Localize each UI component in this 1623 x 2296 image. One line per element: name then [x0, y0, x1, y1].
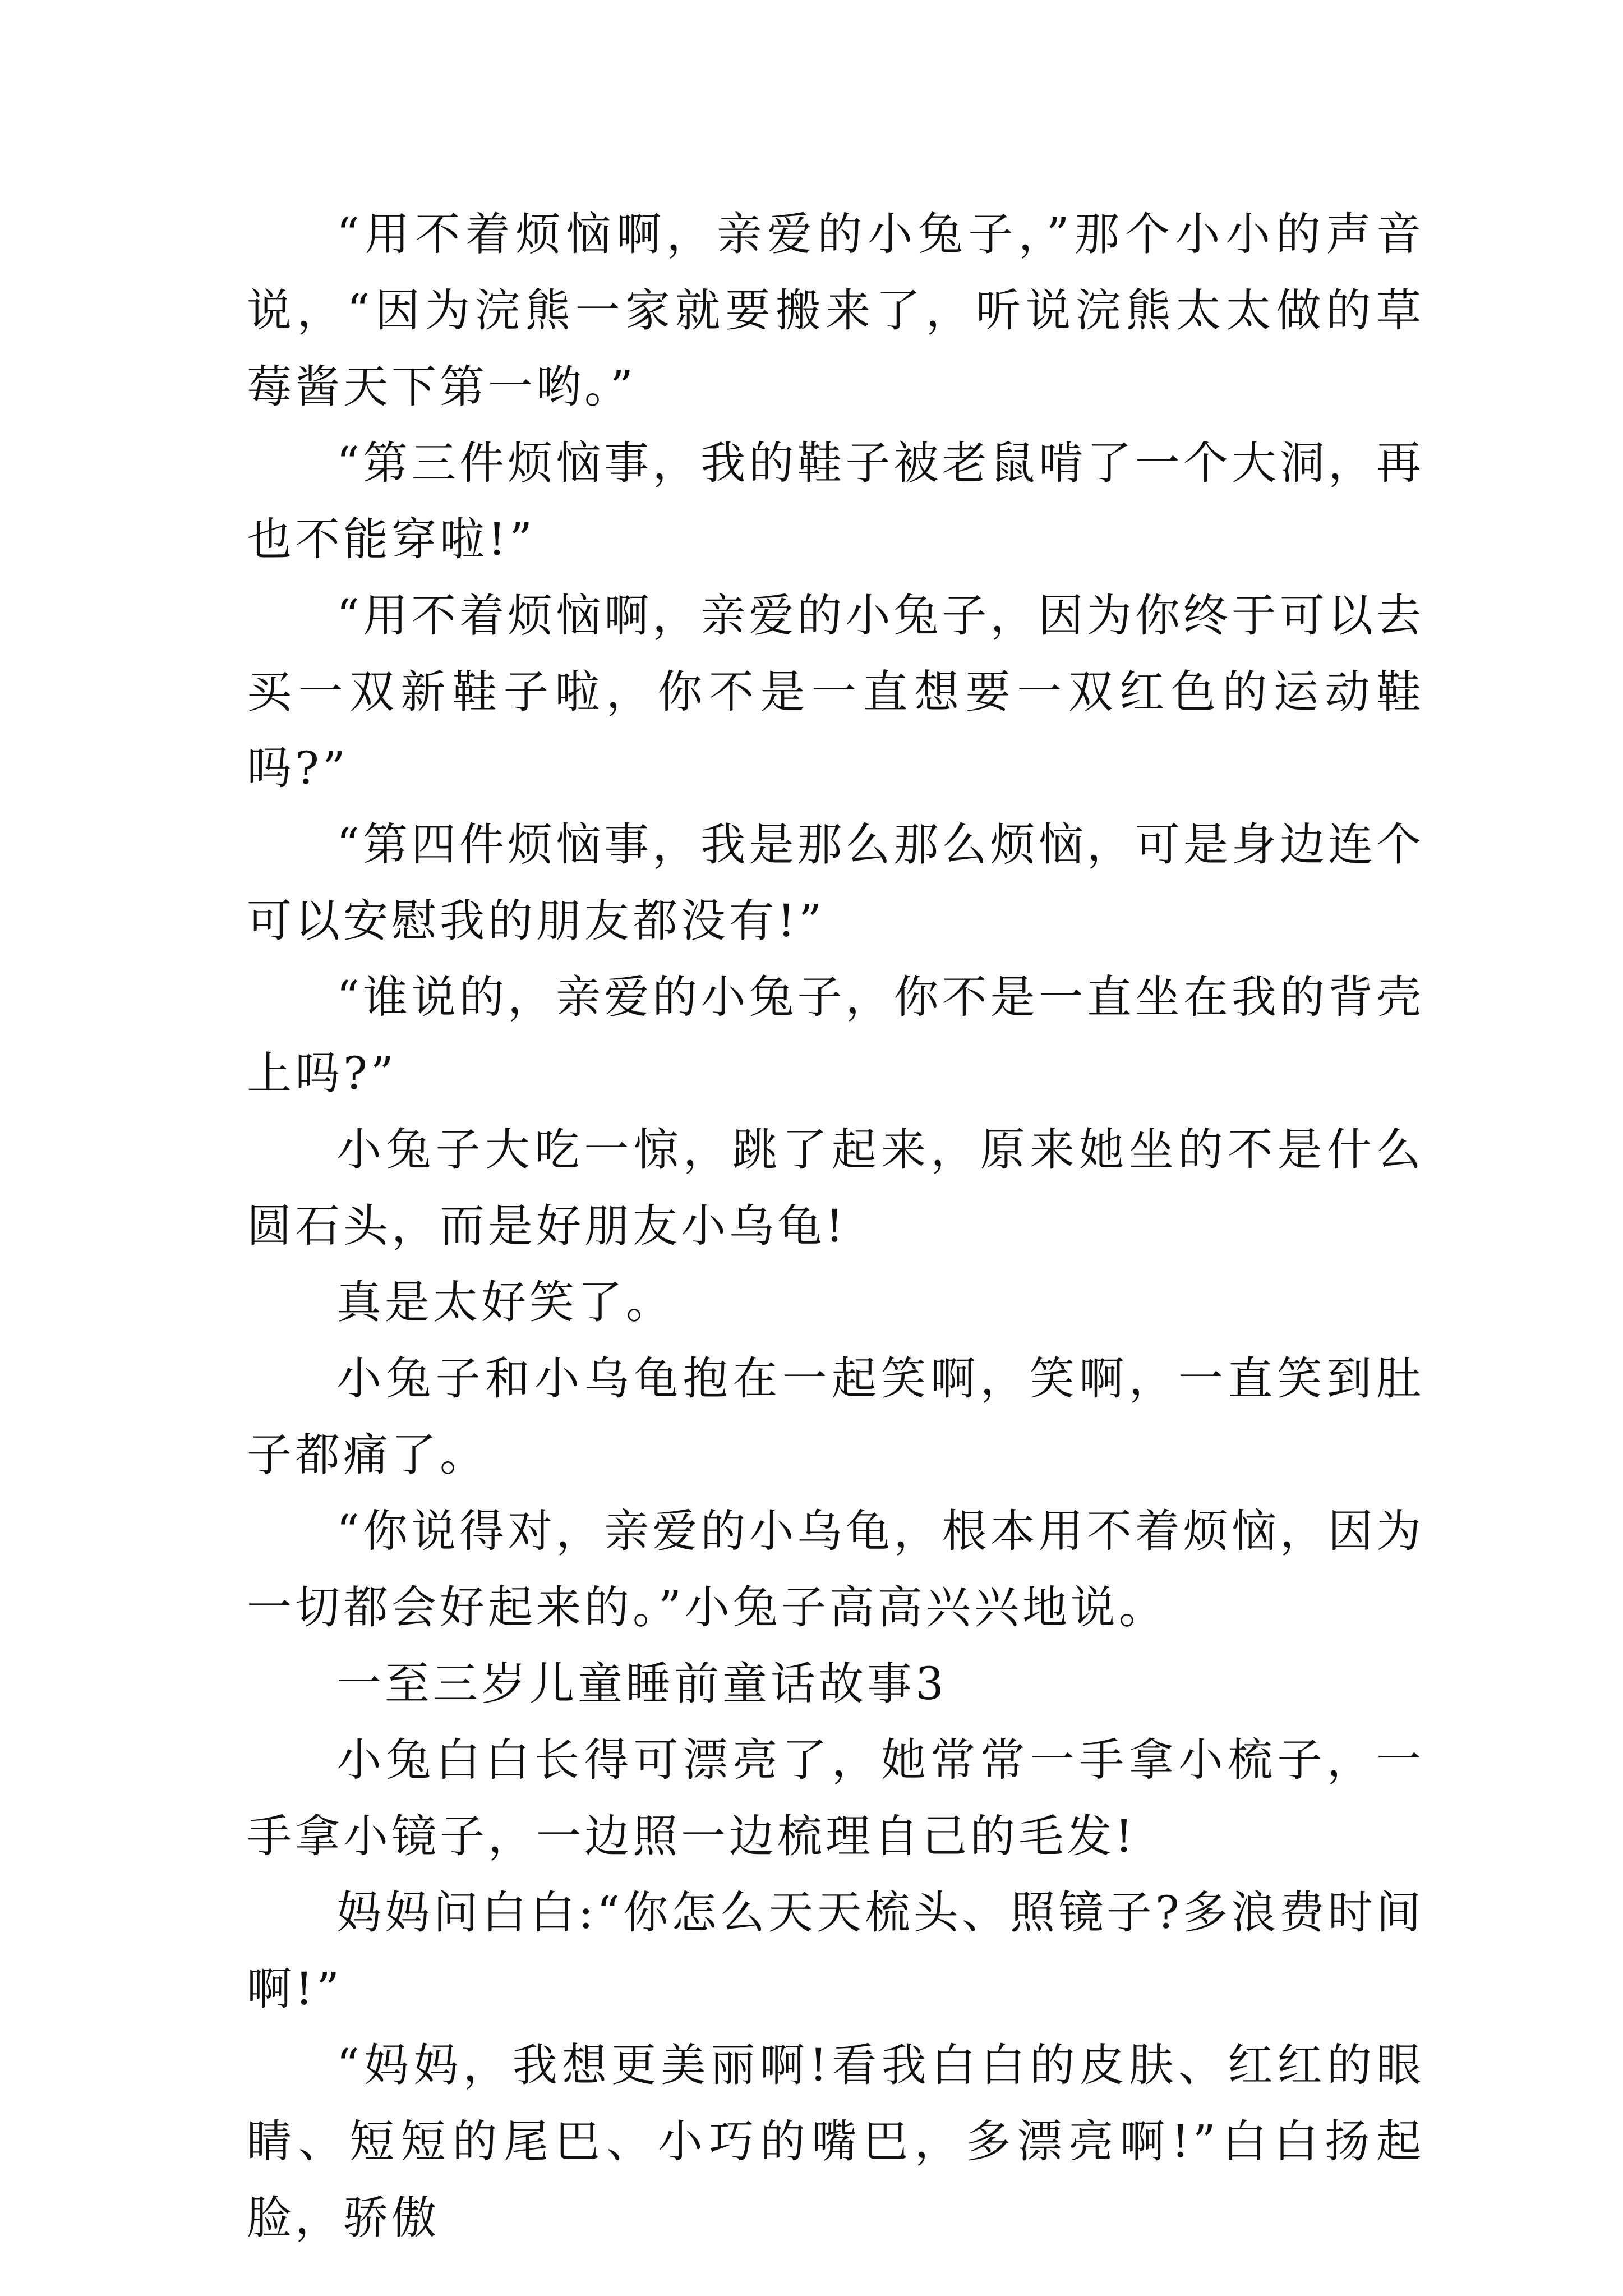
paragraph: 真是太好笑了。: [336, 1276, 674, 1328]
paragraph: 小兔子大吃一惊，跳了起来，原来她坐的不是什么圆石头，而是好朋友小乌龟!: [247, 1124, 1424, 1252]
section-heading: 一至三岁儿童睡前童话故事3: [336, 1658, 947, 1710]
paragraph: “你说得对，亲爱的小乌龟，根本用不着烦恼，因为一切都会好起来的。”小兔子高高兴兴地说。: [247, 1505, 1424, 1634]
paragraph: 妈妈问白白:“你怎么天天梳头、照镜子?多浪费时间啊!”: [247, 1887, 1424, 2015]
paragraph: “谁说的，亲爱的小兔子，你不是一直坐在我的背壳上吗?”: [247, 971, 1424, 1099]
paragraph: “妈妈，我想更美丽啊!看我白白的皮肤、红红的眼睛、短短的尾巴、小巧的嘴巴，多漂亮啊!”白白扬起脸，骄傲: [247, 2039, 1424, 2244]
story-text: [247, 196, 1424, 2256]
paragraph: 小兔白白长得可漂亮了，她常常一手拿小梳子，一手拿小镜子，一边照一边梳理自己的毛发!: [247, 1734, 1424, 1862]
paragraph: “用不着烦恼啊，亲爱的小兔子，”那个小小的声音说，“因为浣熊一家就要搬来了，听说浣熊太太做的草莓酱天下第一哟。”: [247, 208, 1424, 413]
paragraph: “第四件烦恼事，我是那么那么烦恼，可是身边连个可以安慰我的朋友都没有!”: [247, 818, 1424, 947]
paragraph: 小兔子和小乌龟抱在一起笑啊，笑啊，一直笑到肚子都痛了。: [247, 1352, 1424, 1481]
paragraph: “用不着烦恼啊，亲爱的小兔子，因为你终于可以去买一双新鞋子啦，你不是一直想要一双红色的运动鞋吗?”: [247, 590, 1424, 794]
paragraph: “第三件烦恼事，我的鞋子被老鼠啃了一个大洞，再也不能穿啦!”: [247, 437, 1424, 565]
